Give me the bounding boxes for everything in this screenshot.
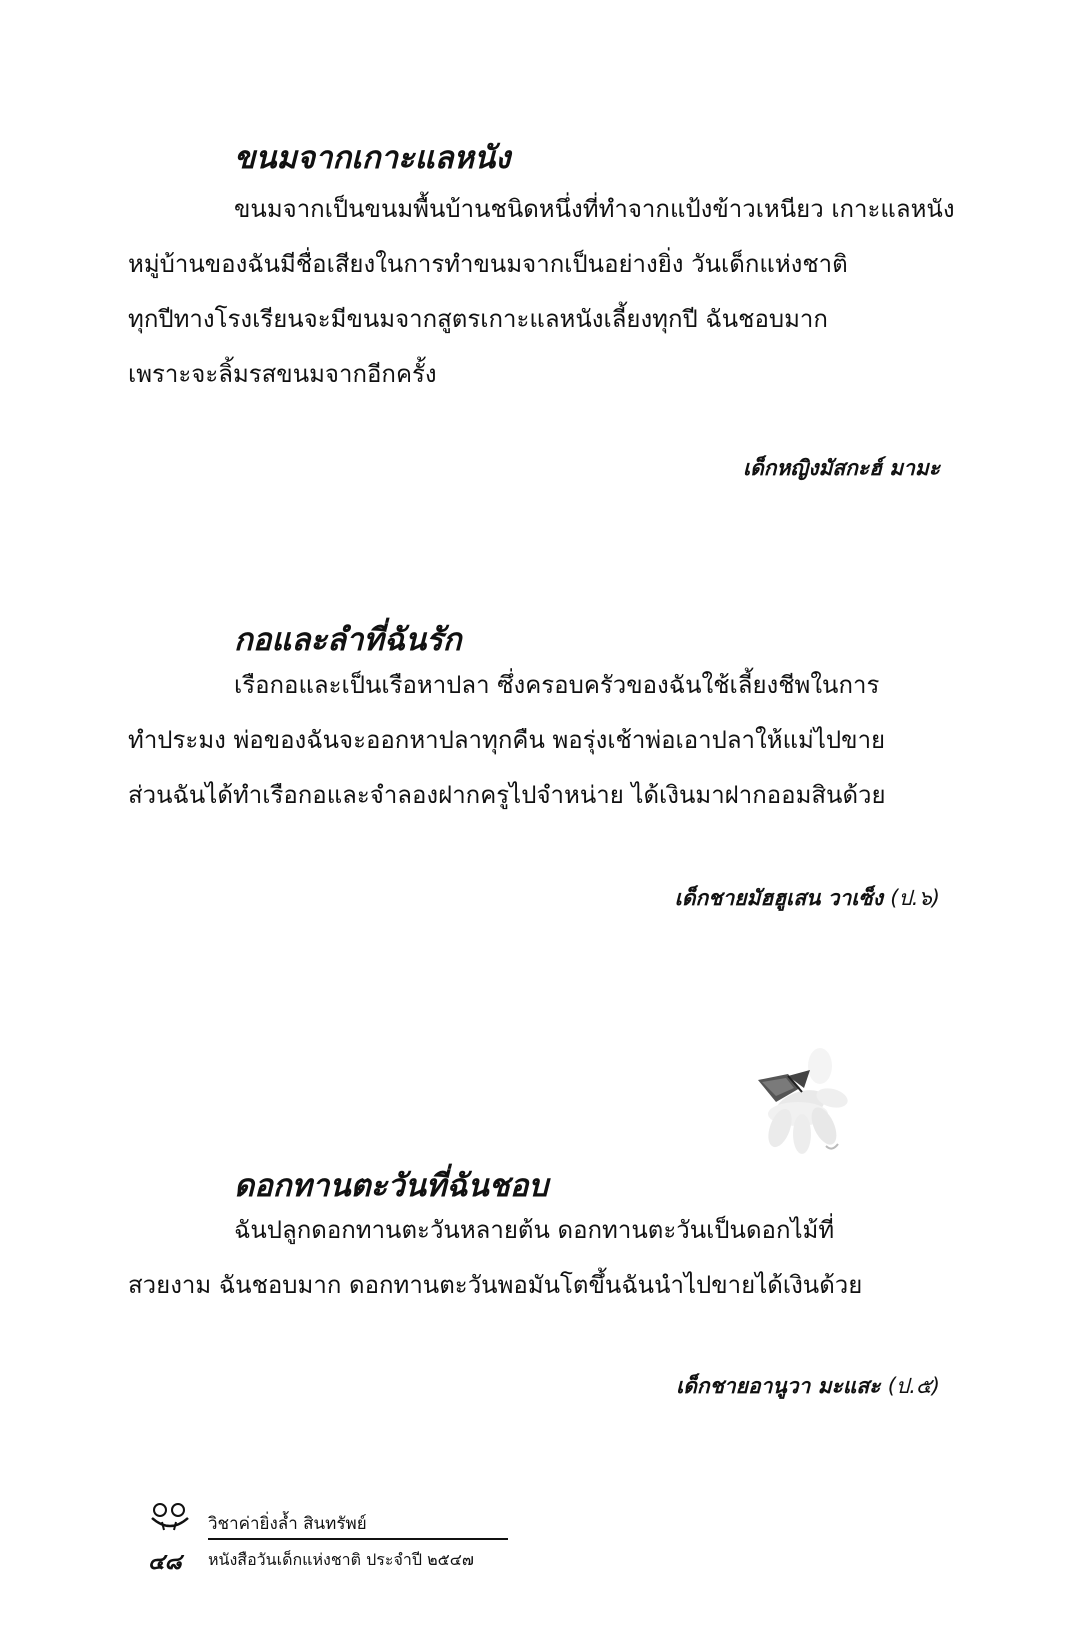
footer-divider: [208, 1538, 508, 1540]
author-name: เด็กชายอานูวา มะแสะ: [676, 1374, 881, 1398]
author-grade: (ป.๕): [887, 1374, 940, 1398]
book-title: หนังสือวันเด็กแห่งชาติ ประจำปี ๒๕๔๗: [208, 1550, 474, 1569]
story-title-1: ขนมจากเกาะแลหนัง: [234, 140, 511, 176]
story-line: เพราะจะลิ้มรสขนมจากอีกครั้ง: [128, 360, 437, 388]
story-line: ทุกปีทางโรงเรียนจะมีขนมจากสูตรเกาะแลหนังเลี้ยงทุกปี ฉันชอบมาก: [128, 305, 828, 333]
story-line: ฉันปลูกดอกทานตะวันหลายต้น ดอกทานตะวันเป็นดอกไม้ที่: [234, 1216, 835, 1244]
children-logo-icon: [148, 1500, 192, 1532]
story-author-3: [676, 1370, 940, 1403]
story-title-3: ดอกทานตะวันที่ฉันชอบ: [234, 1168, 549, 1204]
story-author-2: [675, 882, 940, 915]
story-body-1: [128, 182, 955, 402]
story-body-2: [128, 658, 940, 823]
footer-brand: วิชาค่ายิ่งล้ำ สินทรัพย์: [208, 1514, 367, 1534]
story-line: หมู่บ้านของฉันมีชื่อเสียงในการทำขนมจากเป็นอย่างยิ่ง วันเด็กแห่งชาติ: [128, 250, 848, 278]
story-line: ทำประมง พ่อของฉันจะออกหาปลาทุกคืน พอรุ่งเช้าพ่อเอาปลาให้แม่ไปขาย: [128, 726, 886, 754]
page-number: ๔๘: [148, 1550, 182, 1575]
butterfly-on-flower-icon: [740, 1036, 858, 1158]
page-footer: [148, 1500, 508, 1575]
story-title-2: กอและลำที่ฉันรัก: [234, 622, 462, 658]
author-name: เด็กชายมัฮฮูเสน วาเซ็ง: [674, 886, 883, 910]
story-author-1: [743, 452, 940, 485]
story-line: ขนมจากเป็นขนมพื้นบ้านชนิดหนึ่งที่ทำจากแป้งข้าวเหนียว เกาะแลหนัง: [234, 195, 955, 223]
story-line: ส่วนฉันได้ทำเรือกอและจำลองฝากครูไปจำหน่าย ได้เงินมาฝากออมสินด้วย: [128, 781, 886, 809]
author-grade: (ป.๖): [890, 886, 940, 910]
story-body-3: [128, 1203, 940, 1313]
footer-bottom: [148, 1544, 508, 1574]
author-name: เด็กหญิงมัสกะฮ์ มามะ: [742, 456, 940, 480]
footer-top: [148, 1500, 508, 1534]
story-line: เรือกอและเป็นเรือหาปลา ซึ่งครอบครัวของฉันใช้เลี้ยงชีพในการ: [234, 671, 880, 699]
story-line: สวยงาม ฉันชอบมาก ดอกทานตะวันพอมันโตขึ้นฉันนำไปขายได้เงินด้วย: [128, 1271, 863, 1299]
